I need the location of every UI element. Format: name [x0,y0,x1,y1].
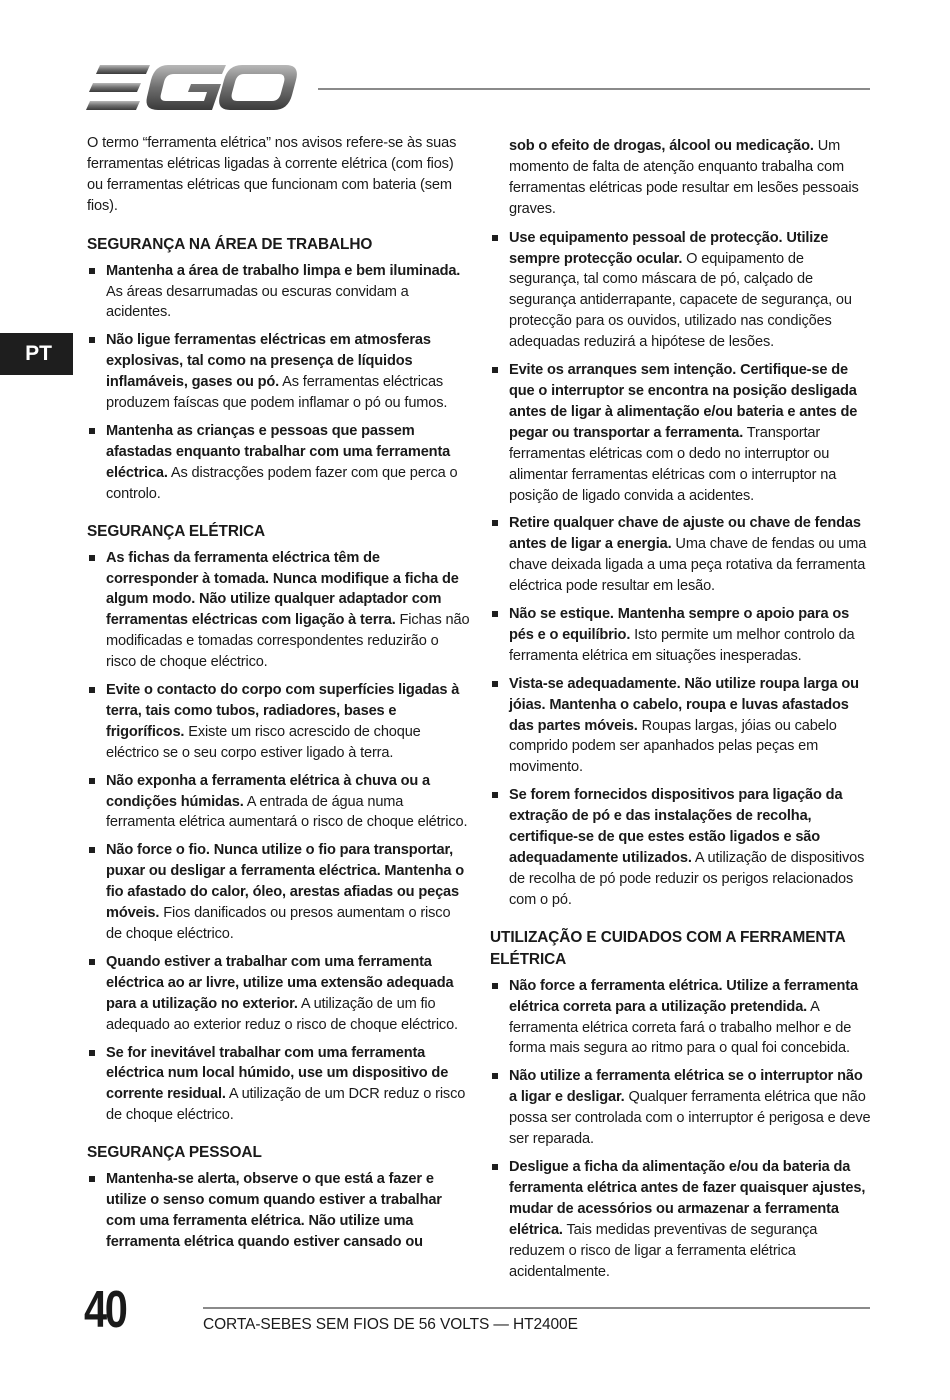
list-item: Não ligue ferramentas eléctricas em atmosferas explosivas, tal como na presença de líquidos inflamáveis, gases ou pó. As ferramentas eléctricas produzem faíscas que podem inflamar o pó ou fumos. [87,330,470,414]
list-personal-safety-continued [490,228,872,911]
heading-work-area-safety: SEGURANÇA NA ÁREA DE TRABALHO [87,235,373,253]
ego-logo [86,62,298,114]
list-item: Não se estique. Mantenha sempre o apoio para os pés e o equilíbrio. Isto permite um melhor controlo da ferramenta elétrica em situações inesperadas. [490,604,872,667]
continued-paragraph: sob o efeito de drogas, álcool ou medicação. Um momento de falta de atenção enquanto trabalha com ferramentas elétricas pode resultar em lesões pessoais graves. [509,138,859,217]
list-item: Mantenha a área de trabalho limpa e bem iluminada. As áreas desarrumadas ou escuras convidam a acidentes. [87,261,470,324]
list-item: Evite o contacto do corpo com superfícies ligadas à terra, tais como tubos, radiadores, bases e frigoríficos. Existe um risco acrescido de choque eléctrico se o seu corpo estiver ligado à terra. [87,680,470,764]
list-item: Não force o fio. Nunca utilize o fio para transportar, puxar ou desligar a ferramenta eléctrica. Mantenha o fio afastado do calor, óleo, arestas afiadas ou peças móveis. Fios danificados ou presos aumentam o risco de choque eléctrico. [87,840,470,945]
footer-rule [203,1307,870,1309]
list-electrical-safety [87,548,470,1127]
left-column [87,133,470,1269]
list-item: Vista-se adequadamente. Não utilize roupa larga ou jóias. Mantenha o cabelo, roupa e luvas afastados das partes móveis. Roupas largas, jóias ou cabelo comprido podem ser apanhados pelas peças em movimento. [490,674,872,779]
heading-personal-safety: SEGURANÇA PESSOAL [87,1144,262,1162]
list-item: Não exponha a ferramenta elétrica à chuva ou a condições húmidas. A entrada de água numa ferramenta elétrica aumentará o risco de choque elétrico. [87,771,470,834]
page-number: 40 [84,1281,126,1339]
list-item: Desligue a ficha da alimentação e/ou da bateria da ferramenta elétrica antes de fazer quaisquer ajustes, mudar de acessórios ou armazenar a ferramenta elétrica. Tais medidas preventivas de segurança reduzem o risco de ligar a ferramenta elétrica acidentalmente. [490,1157,872,1282]
language-tab: PT [0,333,73,375]
heading-electrical-safety: SEGURANÇA ELÉTRICA [87,522,266,540]
list-item: Evite os arranques sem intenção. Certifique-se de que o interruptor se encontra na posição desligada antes de ligar à alimentação e/ou bateria e antes de pegar ou transportar a ferramenta. Transportar ferramentas elétricas com o dedo no interruptor ou alimentar ferramentas elétricas com o interruptor na posição de ligado convida a acidentes. [490,360,872,506]
footer-title: CORTA-SEBES SEM FIOS DE 56 VOLTS — HT2400E [203,1316,578,1333]
list-item: Retire qualquer chave de ajuste ou chave de fendas antes de ligar a energia. Uma chave de fendas ou uma chave deixada ligada a uma peça rotativa da ferramenta eléctrica pode resultar em lesão. [490,513,872,597]
heading-tool-use-and-care: UTILIZAÇÃO E CUIDADOS COM A FERRAMENTA ELÉTRICA [490,928,846,968]
list-item: As fichas da ferramenta eléctrica têm de corresponder à tomada. Nunca modifique a ficha de algum modo. Não utilize qualquer adaptador com ferramentas eléctricas com ligação à terra. Fichas não modificadas e tomadas correspondentes reduzirão o risco de choque eléctrico. [87,548,470,673]
list-item: Use equipamento pessoal de protecção. Utilize sempre protecção ocular. O equipamento de segurança, tal como máscara de pó, calçado de segurança antiderrapante, capacete de segurança, ou protecção para os ouvidos, utilizado nas condições adequadas reduzirá a hipótese de lesões. [490,228,872,353]
list-item: Não force a ferramenta elétrica. Utilize a ferramenta elétrica correta para a utilização pretendida. A ferramenta elétrica correta fará o trabalho melhor e de forma mais segura ao ritmo para o qual foi concebida. [490,976,872,1060]
header-rule [318,88,870,90]
list-item: Se for inevitável trabalhar com uma ferramenta eléctrica num local húmido, use um dispositivo de corrente residual. A utilização de um DCR reduz o risco de choque eléctrico. [87,1043,470,1127]
list-personal-safety [87,1169,470,1253]
list-item: Mantenha-se alerta, observe o que está a fazer e utilize o senso comum quando estiver a trabalhar com uma ferramenta elétrica. Não utilize uma ferramenta elétrica quando estiver cansado ou [87,1169,470,1253]
list-item: Quando estiver a trabalhar com uma ferramenta eléctrica ao ar livre, utilize uma extensão adequada para a utilização no exterior. A utilização de um fio adequado ao exterior reduz o risco de choque eléctrico. [87,952,470,1036]
intro-paragraph: O termo “ferramenta elétrica” nos avisos refere-se às suas ferramentas elétricas ligadas à corrente elétrica (com fios) ou ferramentas elétricas que funcionam com bateria (sem fios). [87,135,457,214]
list-work-area-safety [87,261,470,505]
list-item: Se forem fornecidos dispositivos para ligação da extração de pó e das instalações de recolha, certifique-se de que estes estão ligados e são adequadamente utilizados. A utilização de dispositivos de recolha de pó pode reduzir os perigos relacionados com o pó. [490,785,872,910]
list-item: Mantenha as crianças e pessoas que passem afastadas enquanto trabalhar com uma ferramenta eléctrica. As distracções podem fazer com que perca o controlo. [87,421,470,505]
right-column [490,136,872,1298]
list-item: Não utilize a ferramenta elétrica se o interruptor não a ligar e desligar. Qualquer ferramenta elétrica que não possa ser controlada com o interruptor é perigosa e deve ser reparada. [490,1066,872,1150]
list-tool-use-and-care [490,976,872,1283]
